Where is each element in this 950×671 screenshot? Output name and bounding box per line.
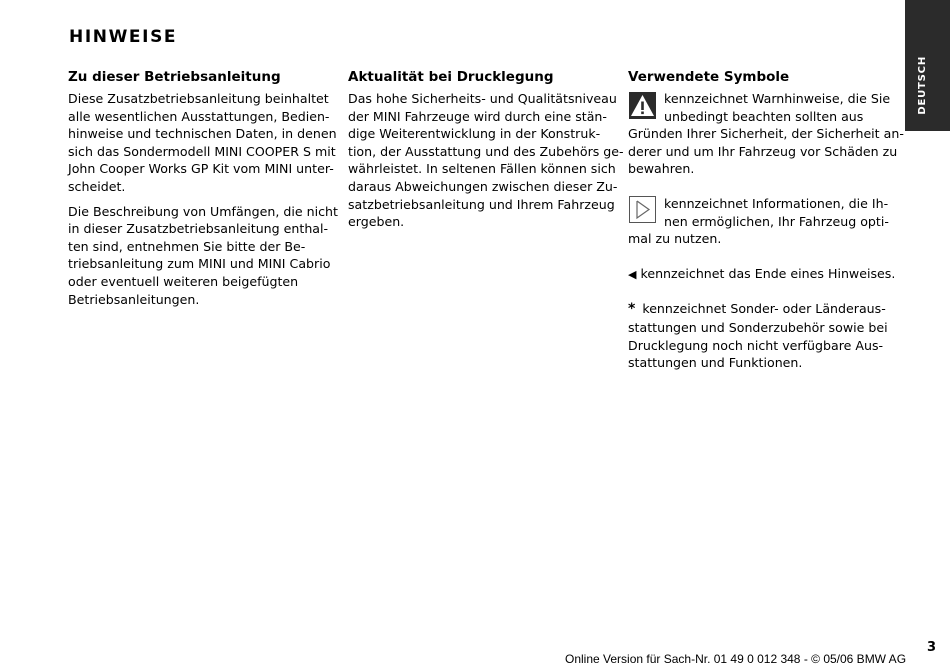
text-line: Das hohe Sicherheits- und Qualitätsniveau	[348, 91, 617, 106]
text-line: stattungen und Sonderzubehör sowie bei	[628, 319, 888, 335]
text-line: Betriebsanleitungen.	[68, 291, 200, 307]
section-heading: Aktualität bei Drucklegung	[348, 69, 554, 85]
info-symbol-block	[628, 195, 900, 248]
section-symbols	[628, 68, 904, 372]
text-line: kennzeichnet Warnhinweise, die Sie	[664, 91, 891, 106]
text-line: Diese Zusatzbetriebsanleitung beinhaltet	[68, 91, 329, 106]
text-line: Die Beschreibung von Umfängen, die nicht	[68, 203, 338, 219]
text-line: derer und um Ihr Fahrzeug vor Schäden zu	[628, 143, 898, 159]
text-line: scheidet.	[68, 178, 126, 194]
text-line: oder eventuell weiteren beigefügten	[68, 273, 299, 289]
end-triangle-icon: ◀	[628, 267, 637, 281]
text-line: nen ermöglichen, Ihr Fahrzeug opti-	[664, 213, 889, 229]
text-line: Drucklegung noch nicht verfügbare Aus-	[628, 337, 884, 353]
text-line: dige Weiterentwicklung in der Konstruk-	[348, 126, 601, 142]
section-heading: Verwendete Symbole	[628, 69, 790, 85]
paragraph	[68, 203, 340, 309]
page-title: HINWEISE	[69, 27, 178, 47]
text-line: kennzeichnet Informationen, die Ih-	[664, 195, 889, 211]
text-line: stattungen und Funktionen.	[628, 355, 803, 371]
text-line: kennzeichnet das Ende eines Hinweises.	[640, 265, 896, 281]
text-line: daraus Abweichungen zwischen dieser Zu-	[348, 178, 618, 194]
text-line: kennzeichnet Sonder- oder Länderaus-	[642, 301, 886, 317]
paragraph	[348, 90, 624, 231]
warning-triangle-icon	[629, 92, 656, 119]
section-about-manual	[68, 68, 340, 315]
text-line: mal zu nutzen.	[628, 231, 722, 247]
text-line: alle wesentlichen Ausstattungen, Bedien-	[68, 108, 330, 124]
text-line: der MINI Fahrzeuge wird durch eine stän-	[348, 108, 607, 124]
text-line: Gründen Ihrer Sicherheit, der Sicherheit an-	[628, 126, 904, 142]
asterisk-icon: *	[628, 301, 636, 318]
special-equipment-block	[628, 300, 900, 371]
text-line: hinweise und technischen Daten, in denen	[68, 126, 337, 142]
text-line-with-star	[628, 300, 900, 319]
text-line: ten sind, entnehmen Sie bitte der Be-	[68, 238, 306, 254]
language-tab-label: DEUTSCH	[917, 56, 928, 115]
text-line: John Cooper Works GP Kit vom MINI unter-	[68, 161, 334, 177]
text-line: ergeben.	[348, 214, 405, 230]
text-line: satzbetriebsanleitung und Ihrem Fahrzeug	[348, 196, 615, 212]
warning-symbol-block	[628, 90, 904, 178]
text-line: triebsanleitung zum MINI und MINI Cabrio	[68, 256, 331, 272]
text-line: bewahren.	[628, 161, 695, 177]
language-tab	[905, 0, 950, 131]
footer-note: Online Version für Sach-Nr. 01 49 0 012 348 - © 05/06 BMW AG	[565, 652, 907, 666]
page-number: 3	[927, 640, 937, 655]
info-arrow-icon	[629, 196, 656, 223]
text-line: tion, der Ausstattung und des Zubehörs ge-	[348, 143, 624, 159]
text-line: sich das Sondermodell MINI COOPER S mit	[68, 143, 336, 159]
text-line: unbedingt beachten sollten aus	[664, 108, 864, 124]
section-currency	[348, 68, 624, 238]
end-marker-block	[628, 265, 900, 284]
paragraph	[68, 90, 340, 196]
text-line: währleistet. In seltenen Fällen können sich	[348, 161, 616, 177]
section-heading: Zu dieser Betriebsanleitung	[68, 69, 281, 85]
text-line: in dieser Zusatzbetriebsanleitung enthal-	[68, 221, 329, 237]
